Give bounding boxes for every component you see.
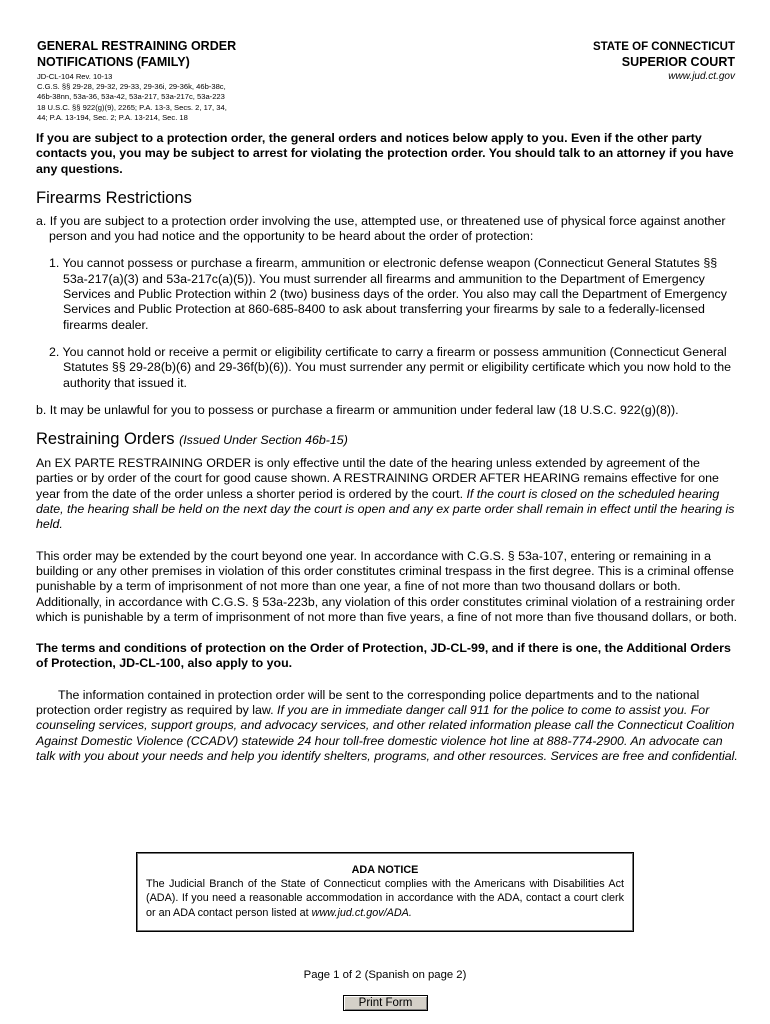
firearms-para-b: b. It may be unlawful for you to possess or purchase a firearm or ammunition under federal law (18 U.S.C. 922(g)(8)). [36, 402, 679, 417]
restraining-subtitle: (Issued Under Section 46b-15) [179, 433, 348, 448]
header-right [495, 40, 735, 84]
website: www.jud.ct.gov [668, 71, 735, 82]
restraining-para-4-text: The information contained in protection order will be sent to the corresponding police departments and to the national protection order registry as required by law. [36, 687, 700, 718]
statute-block [37, 72, 367, 123]
ada-link[interactable]: www.jud.ct.gov/ADA. [311, 906, 412, 919]
statute-line: 18 U.S.C. §§ 922(g)(9), 2265; P.A. 13-3, Secs. 2, 17, 34, [37, 102, 227, 112]
restraining-heading [36, 429, 738, 450]
restraining-para-4-italic: If you are in immediate danger call 911 for the police to come to assist you. For counseling services, support groups, and advocacy services, and other related information please call the Connecticut Coalition Against Domestic Violence (CCADV) statewide 24 hour toll-free domestic violence hot line at 888-774-2900. An advocate can talk with you about your needs and help you identify shelters, programs, and other resources. Services are free and confidential. [36, 703, 738, 763]
restraining-para-1-text: An EX PARTE RESTRAINING ORDER is only effective until the date of the hearing unless extended by agreement of the parties or by order of the court for good cause shown. A RESTRAINING ORDER AFTER HEARING remains effective for one year from the date of the order unless a shorter period is ordered by the court. [36, 456, 719, 501]
ada-notice-box [136, 852, 634, 932]
firearms-item-1: 1. You cannot possess or purchase a firearm, ammunition or electronic defense weapon (Connecticut General Statutes §§ 53a-217(a)(3) and 53a-217c(a)(5)). You must surrender all firearms and ammunition to the Department of Emergency Services and Public Protection within 2 (two) business days of the order. You also may call the Department of Emergency Services and Public Protection at 860-685-8400 to ask about transferring your firearms by sale to a federally-licensed firearms dealer. [49, 256, 727, 332]
restraining-para-2: This order may be extended by the court beyond one year. In accordance with C.G.S. § 53a-107, entering or remaining in a building or any other premises in violation of this order constitutes criminal trespass in the first degree. This is a criminal offense punishable by a term of imprisonment of not more than one year, a fine of not more than two thousand dollars or both. Additionally, in accordance with C.G.S. § 53a-223b, any violation of this order constitutes criminal violation of a restraining order which is punishable by a term of imprisonment of not more than five years, a fine of not more than five thousand dollars, or both. [36, 548, 738, 624]
print-form-button[interactable]: Print Form [343, 995, 428, 1011]
header-left [37, 39, 367, 123]
intro-notice: If you are subject to a protection order, the general orders and notices below apply to you. Even if the other party contacts you, you may be subject to arrest for violating the protection order. You should talk to an attorney if you have any questions. [36, 131, 734, 176]
restraining-para-4 [36, 688, 738, 764]
form-number: JD-CL-104 Rev. 10-13 [37, 72, 113, 81]
restraining-para-1 [36, 456, 738, 532]
court-name: SUPERIOR COURT [621, 55, 735, 69]
form-body [36, 131, 738, 764]
statute-line: 44; P.A. 13-194, Sec. 2; P.A. 13-214, Sec. 18 [37, 112, 188, 122]
page-info: Page 1 of 2 (Spanish on page 2) [303, 969, 467, 981]
firearms-para-a: a. If you are subject to a protection order involving the use, attempted use, or threatened use of physical force against another person and you had notice and the opportunity to be heard about the order of protection: [36, 213, 726, 244]
firearms-heading: Firearms Restrictions [36, 188, 192, 207]
ada-text [146, 877, 624, 920]
firearms-item-2: 2. You cannot hold or receive a permit or eligibility certificate to carry a firearm or possess ammunition (Connecticut General Statutes §§ 29-28(b)(6) and 29-36f(b)(6)). You must surrender any permit or eligibility certificate which you now hold to the authority that issued it. [49, 344, 732, 390]
ada-body: The Judicial Branch of the State of Connecticut complies with the Americans with Disabilities Act (ADA). If you need a reasonable accommodation in accordance with the ADA, contact a court clerk or an ADA contact person listed at [146, 878, 624, 919]
restraining-title: Restraining Orders [36, 430, 175, 449]
statute-line: 46b-38nn, 53a-36, 53a-42, 53a-217, 53a-217c, 53a-223 [37, 92, 225, 102]
form-title-line2: NOTIFICATIONS (FAMILY) [37, 54, 190, 69]
form-title-line1: GENERAL RESTRAINING ORDER [37, 39, 237, 53]
state-name: STATE OF CONNECTICUT [592, 41, 735, 53]
restraining-para-3: The terms and conditions of protection on the Order of Protection, JD-CL-99, and if there is one, the Additional Orders of Protection, JD-CL-100, also apply to you. [36, 641, 731, 671]
restraining-para-1-italic: If the court is closed on the scheduled hearing date, the hearing shall be held on the next day the court is open and any ex parte order shall remain in effect until the hearing is held. [36, 486, 735, 532]
statute-line: C.G.S. §§ 29-28, 29-32, 29-33, 29-36i, 29-36k, 46b-38c, [37, 82, 226, 92]
ada-title: ADA NOTICE [351, 864, 419, 876]
